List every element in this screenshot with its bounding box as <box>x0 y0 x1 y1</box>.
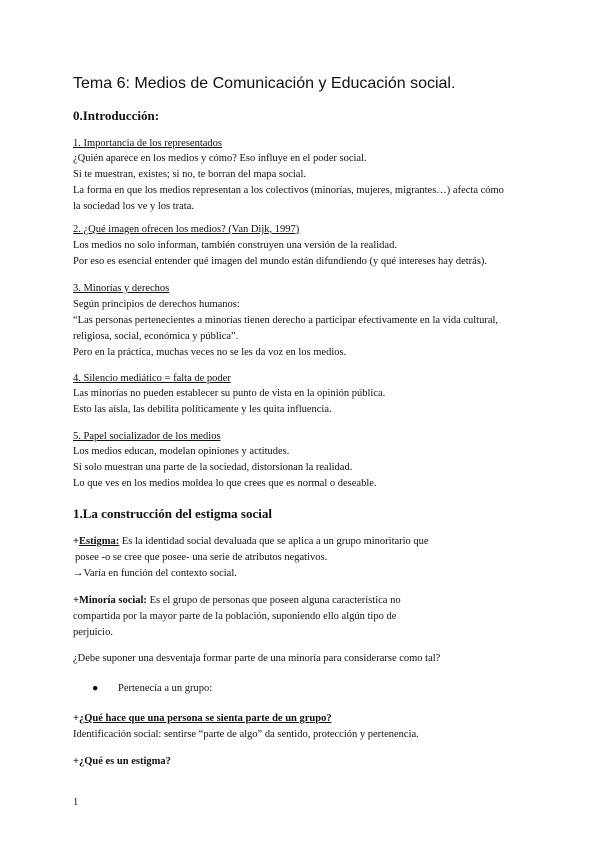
question-prefix: + <box>73 756 79 767</box>
text-line: perjuicio. <box>73 627 113 638</box>
text-line: Es la identidad social devaluada que se aplica a un grupo minoritario que <box>119 536 429 547</box>
text-line: Los medios educan, modelan opiniones y actitudes. <box>73 446 290 457</box>
text-line: Por eso es esencial entender qué imagen del mundo están difundiendo (y qué intereses hay detrás). <box>73 256 488 267</box>
section-3-body <box>73 297 498 361</box>
text-line: Según principios de derechos humanos: <box>73 299 240 310</box>
text-line: La forma en que los medios representan a los colectivos (minorías, mujeres, migrantes…) afecta cómo <box>73 185 504 196</box>
question-text: ¿Debe suponer una desventaja formar parte de una minoría para considerarse como tal? <box>73 653 441 664</box>
text-line: Pero en la práctica, muchas veces no se les da voz en los medios. <box>73 347 347 358</box>
text-line: ¿Quién aparece en los medios y cómo? Eso influye en el poder social. <box>73 153 367 164</box>
list-item <box>92 683 212 694</box>
text-line: Esto las aísla, las debilita políticamente y les quita influencia. <box>73 404 332 415</box>
text-line: compartida por la mayor parte de la población, suponiendo ello algún tipo de <box>73 611 397 622</box>
question-text: ¿Qué es un estigma? <box>78 756 171 767</box>
document-title: Tema 6: Medios de Comunicación y Educación social. <box>73 75 456 92</box>
intro-heading: 0.Introducción: <box>73 108 160 123</box>
text-line: Si te muestran, existes; si no, te borran del mapa social. <box>73 169 306 180</box>
section-5-heading: 5. Papel socializador de los medios <box>73 431 221 442</box>
section-4-heading: 4. Silencio mediático = falta de poder <box>73 373 231 384</box>
text-line: →Varía en función del contexto social. <box>73 568 237 579</box>
text-line: la sociedad los ve y los trata. <box>73 201 195 212</box>
page-number: 1 <box>73 797 79 808</box>
text-line: “Las personas pertenecientes a minorías tienen derecho a participar efectivamente en la vida cultural, <box>73 315 499 326</box>
minoria-definition <box>73 593 401 641</box>
question-prefix: + <box>73 713 79 724</box>
section-3-heading: 3. Minorías y derechos <box>73 283 170 294</box>
section-5-body <box>73 444 377 492</box>
text-line: Es el grupo de personas que poseen alguna característica no <box>146 595 401 606</box>
section-1-body <box>73 151 504 215</box>
text-line: Lo que ves en los medios moldea lo que crees que es normal o deseable. <box>73 478 377 489</box>
text-line: posee -o se cree que posee- una serie de atributos negativos. <box>75 552 328 563</box>
estigma-question <box>73 754 171 770</box>
minoria-term: +Minoría social: <box>73 595 147 606</box>
group-question <box>73 711 419 743</box>
text-line: Las minorías no pueden establecer su punto de vista en la opinión pública. <box>73 388 386 399</box>
bullet-icon: ● <box>92 683 99 694</box>
section-2-body <box>73 238 487 270</box>
section-1-heading: 1. Importancia de los representados <box>73 138 222 149</box>
section-2-heading: 2. ¿Qué imagen ofrecen los medios? (Van Dijk, 1997) <box>73 224 300 235</box>
text-line: religiosa, social, económica y pública”. <box>73 331 239 342</box>
text-line: Si solo muestran una parte de la sociedad, distorsionan la realidad. <box>73 462 353 473</box>
section-4-body <box>73 386 385 418</box>
estigma-definition <box>73 534 429 582</box>
text-line: Identificación social: sentirse “parte de algo” da sentido, protección y pertenencia. <box>73 729 419 740</box>
estigma-term: Estigma: <box>78 536 120 547</box>
question-text: ¿Qué hace que una persona se sienta parte de un grupo? <box>78 713 332 724</box>
estigma-prefix: + <box>73 536 79 547</box>
list-item-label: Pertenecía a un grupo: <box>118 683 213 694</box>
section-heading-estigma: 1.La construcción del estigma social <box>73 506 272 521</box>
text-line: Los medios no solo informan, también construyen una versión de la realidad. <box>73 240 397 251</box>
